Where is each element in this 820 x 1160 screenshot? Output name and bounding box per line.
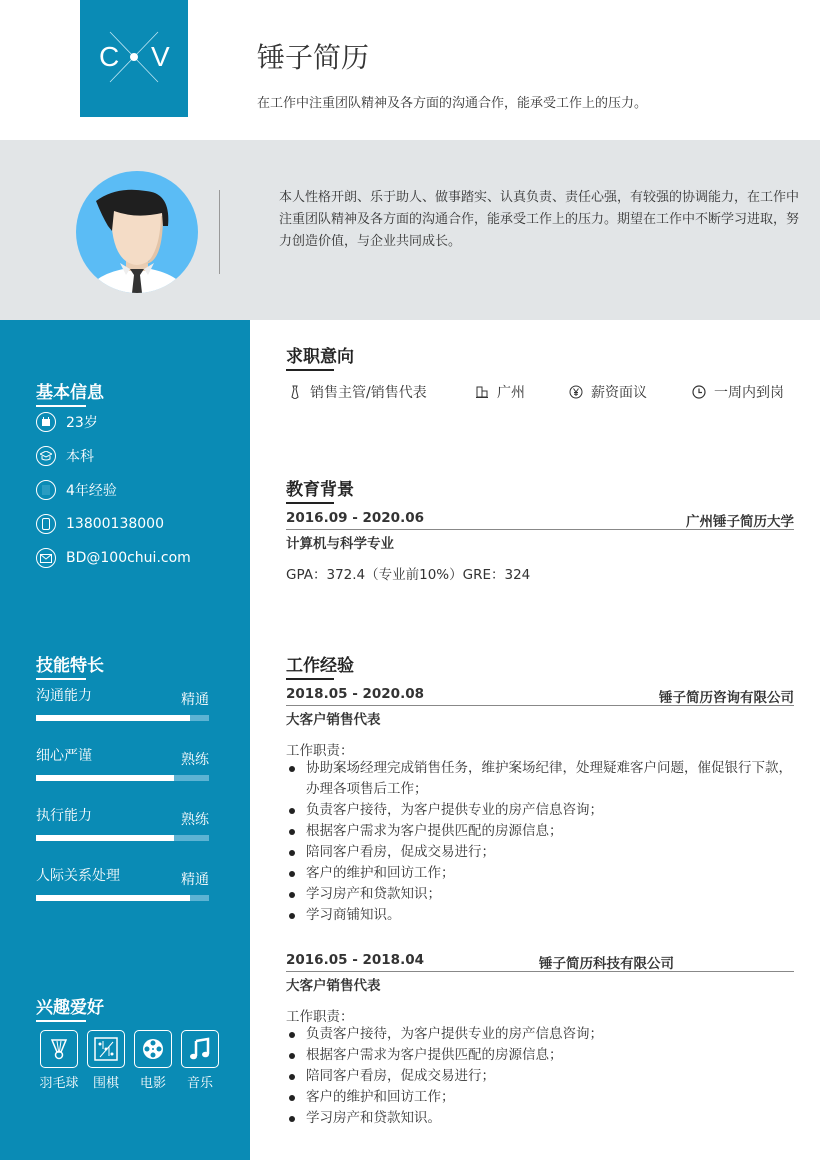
duty-item: 协助案场经理完成销售任务，维护案场纪律，处理疑难客户问题，催促银行下款，办理各项售后工作； <box>286 758 794 800</box>
intro-divider <box>219 190 220 274</box>
skill-bar <box>36 835 209 841</box>
education-major: 计算机与科学专业 <box>286 536 394 552</box>
duty-item: 学习商铺知识。 <box>286 905 794 926</box>
building-icon <box>475 385 489 399</box>
duty-item: 学习房产和贷款知识； <box>286 884 794 905</box>
duty-item: 学习房产和贷款知识。 <box>286 1108 794 1129</box>
go-chess-icon <box>87 1030 125 1068</box>
hobby-item <box>134 1030 172 1091</box>
clock-icon <box>692 385 706 399</box>
info-experience <box>36 480 117 500</box>
education-title: 教育背景 <box>286 475 354 500</box>
mail-icon <box>36 548 56 568</box>
skill-name: 沟通能力 <box>36 688 92 704</box>
skill-name: 细心严谨 <box>36 748 92 764</box>
job-duty-label: 工作职责： <box>286 1009 354 1025</box>
hobby-item <box>181 1030 219 1091</box>
badminton-icon <box>40 1030 78 1068</box>
job-duty-label: 工作职责： <box>286 743 354 759</box>
intent-city-text: 广州 <box>497 385 525 401</box>
job-date: 2018.05 - 2020.08 <box>286 686 424 702</box>
duty-item: 根据客户需求为客户提供匹配的房源信息； <box>286 1045 794 1066</box>
education-scores: GPA：372.4（专业前10%）GRE：324 <box>286 567 531 583</box>
graduation-cap-icon <box>36 446 56 466</box>
logo-letter-v: V <box>151 41 170 72</box>
calendar-icon <box>36 412 56 432</box>
hobby-item <box>87 1030 125 1091</box>
skill-level: 熟练 <box>181 812 209 828</box>
intent-position-text: 销售主管/销售代表 <box>310 385 427 401</box>
info-email <box>36 548 191 568</box>
intent-salary <box>569 382 647 402</box>
logo-cross-icon <box>80 0 188 117</box>
music-note-icon <box>181 1030 219 1068</box>
duty-item: 客户的维护和回访工作； <box>286 1087 794 1108</box>
hobby-label: 电影 <box>139 1076 166 1091</box>
skill-bar-fill <box>36 895 190 901</box>
logo-letter-c: C <box>99 41 120 72</box>
intro-section <box>0 140 820 320</box>
hobby-list <box>40 1030 219 1091</box>
tie-icon <box>288 385 302 399</box>
job-position: 大客户销售代表 <box>286 978 381 994</box>
intent-availability-text: 一周内到岗 <box>714 385 784 401</box>
hobby-item <box>40 1030 78 1091</box>
job-company: 锤子简历科技有限公司 <box>539 956 674 972</box>
skill-bar-fill <box>36 715 190 721</box>
yen-icon <box>569 385 583 399</box>
skill-name: 人际关系处理 <box>36 868 120 884</box>
info-age-text: 23岁 <box>66 415 98 431</box>
job-intent-title: 求职意向 <box>286 342 354 367</box>
info-degree <box>36 446 94 466</box>
duty-item: 客户的维护和回访工作； <box>286 863 794 884</box>
skill-bar-fill <box>36 775 174 781</box>
phone-icon <box>36 514 56 534</box>
job-company: 锤子简历咨询有限公司 <box>659 690 794 706</box>
intent-salary-text: 薪资面议 <box>591 385 647 401</box>
education-school: 广州锤子简历大学 <box>686 514 794 530</box>
intent-position <box>288 382 427 402</box>
job-duty-list <box>286 758 794 926</box>
info-phone-text: 13800138000 <box>66 516 164 532</box>
skill-bar <box>36 895 209 901</box>
cv-logo <box>80 0 188 117</box>
intent-city <box>475 382 525 402</box>
skill-item <box>36 685 209 708</box>
info-degree-text: 本科 <box>66 449 94 465</box>
skill-item <box>36 745 209 768</box>
sidebar <box>0 320 250 1160</box>
duty-item: 负责客户接待，为客户提供专业的房产信息咨询； <box>286 1024 794 1045</box>
education-date: 2016.09 - 2020.06 <box>286 510 424 526</box>
skill-level: 熟练 <box>181 752 209 768</box>
basic-info-title: 基本信息 <box>36 378 104 403</box>
duty-item: 负责客户接待，为客户提供专业的房产信息咨询； <box>286 800 794 821</box>
page-subtitle: 在工作中注重团队精神及各方面的沟通合作，能承受工作上的压力。 <box>257 96 648 111</box>
resume-header <box>0 0 820 140</box>
hobby-label: 音乐 <box>186 1076 213 1091</box>
avatar-man-icon <box>76 171 198 293</box>
skill-bar <box>36 715 209 721</box>
duty-item: 根据客户需求为客户提供匹配的房源信息； <box>286 821 794 842</box>
hobby-label: 羽毛球 <box>39 1076 79 1091</box>
work-experience-title: 工作经验 <box>286 651 354 676</box>
skill-item <box>36 805 209 828</box>
education-header <box>286 510 794 530</box>
skill-bar-fill <box>36 835 174 841</box>
job-intent-row <box>286 382 794 402</box>
duty-item: 陪同客户看房，促成交易进行； <box>286 1066 794 1087</box>
skill-item <box>36 865 209 888</box>
skills-title: 技能特长 <box>36 651 104 676</box>
job-duty-list <box>286 1024 794 1129</box>
avatar <box>76 171 198 293</box>
page-title: 锤子简历 <box>257 41 370 74</box>
self-introduction: 本人性格开朗、乐于助人、做事踏实、认真负责、责任心强，有较强的协调能力，在工作中注重团队精神及各方面的沟通合作，能承受工作上的压力。期望在工作中不断学习进取，努力创造价值，与企业共同成长。 <box>279 190 800 249</box>
job-date: 2016.05 - 2018.04 <box>286 952 424 968</box>
hobby-label: 围棋 <box>92 1076 119 1091</box>
skill-level: 精通 <box>181 872 209 888</box>
job-header <box>286 686 794 706</box>
film-reel-icon <box>134 1030 172 1068</box>
duty-item: 陪同客户看房，促成交易进行； <box>286 842 794 863</box>
job-header <box>286 952 794 972</box>
skill-bar <box>36 775 209 781</box>
briefcase-icon <box>36 480 56 500</box>
info-phone <box>36 514 164 534</box>
intent-availability <box>692 382 784 402</box>
skill-level: 精通 <box>181 692 209 708</box>
info-age <box>36 412 98 432</box>
job-position: 大客户销售代表 <box>286 712 381 728</box>
info-email-text: BD@100chui.com <box>66 550 191 566</box>
info-experience-text: 4年经验 <box>66 483 117 499</box>
hobbies-title: 兴趣爱好 <box>36 993 104 1018</box>
skill-name: 执行能力 <box>36 808 92 824</box>
